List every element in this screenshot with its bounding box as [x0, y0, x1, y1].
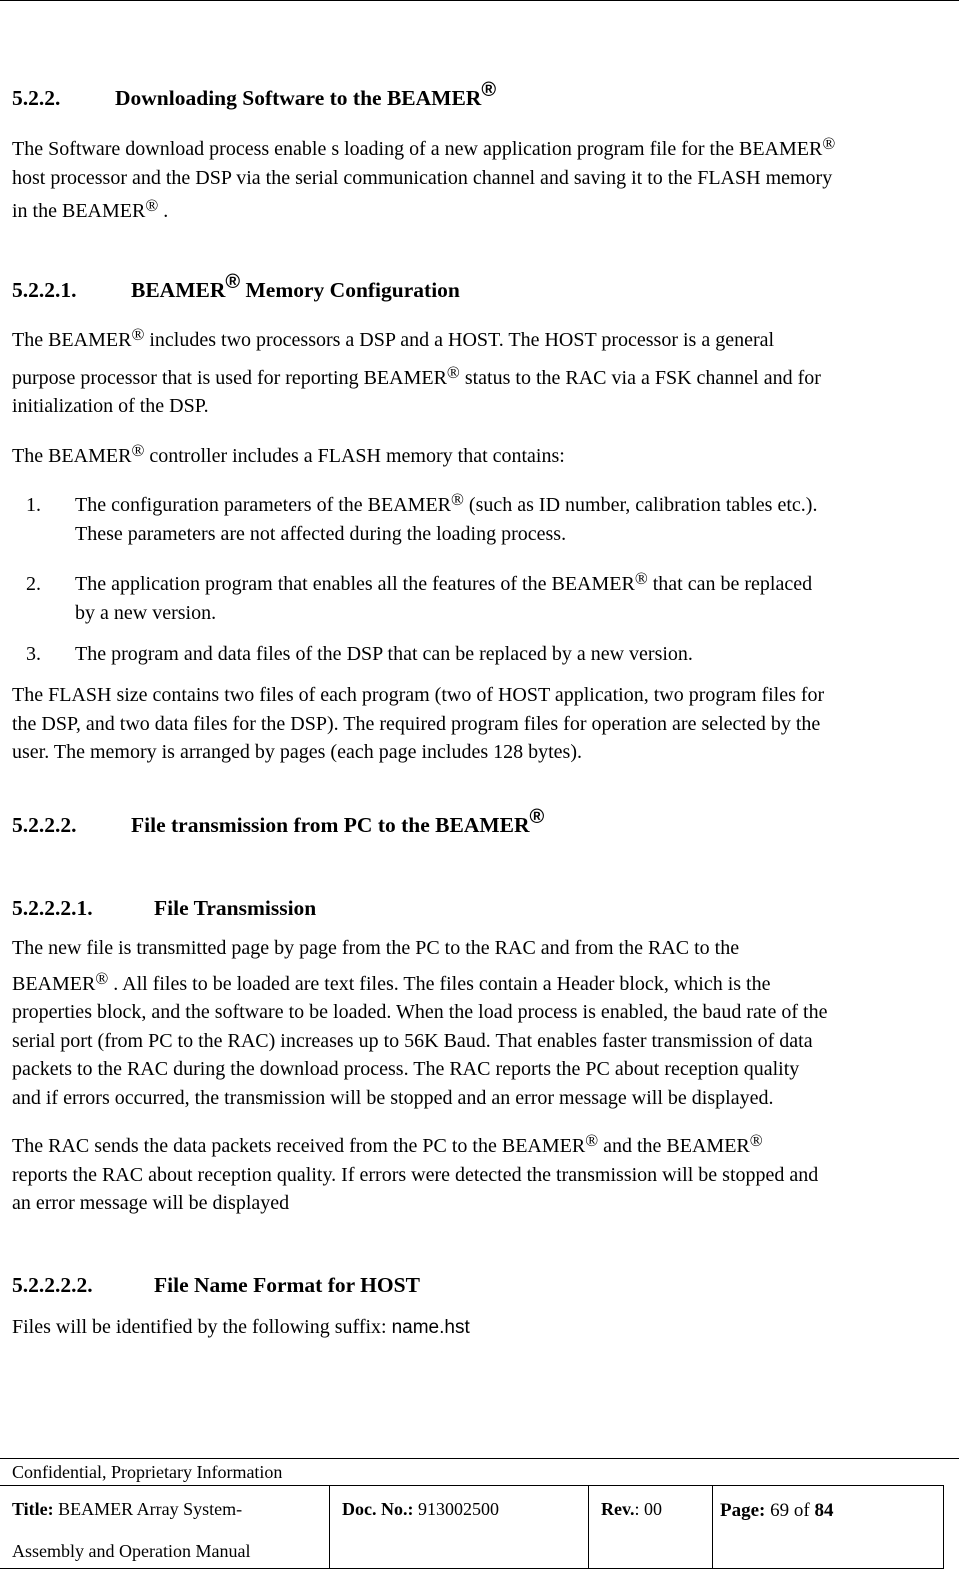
footer-page-cell [713, 1486, 943, 1568]
text-line: controller includes a FLASH memory that contains: [144, 445, 565, 467]
list-number: 1. [26, 494, 41, 516]
registered-mark: ® [446, 362, 460, 382]
paragraph-file-transmission [12, 934, 954, 1112]
registered-mark: ® [822, 134, 836, 153]
doc-number: 913002500 [413, 1499, 499, 1519]
registered-mark: ® [585, 1131, 599, 1150]
footer-rule [0, 1458, 959, 1459]
confidential-notice: Confidential, Proprietary Information [12, 1462, 283, 1482]
text-line: purpose processor that is used for reporting BEAMER [12, 366, 447, 389]
paragraph-file-suffix [12, 1313, 954, 1343]
text-line: These parameters are not affected during the loading process. [75, 522, 567, 545]
text-line: The Software download process enable s loading of a new application program file for the BEAMER [12, 138, 823, 160]
footer-title-cell [0, 1486, 330, 1568]
text-line: in the BEAMER [12, 200, 146, 222]
title-value-line2: Assembly and Operation Manual [12, 1541, 251, 1561]
registered-mark: ® [481, 79, 497, 101]
heading-title: BEAMER [131, 278, 226, 302]
text-line: and if errors occurred, the transmission will be stopped and an error message will be displayed. [12, 1086, 774, 1109]
text-line: Files will be identified by the following suffix: [12, 1316, 392, 1338]
rev-label: Rev. [601, 1499, 635, 1519]
text-line: user. The memory is arranged by pages (each page includes 128 bytes). [12, 741, 582, 763]
title-label: Title: [12, 1499, 54, 1519]
text-line: The application program that enables all the features of the BEAMER [75, 573, 635, 595]
heading-title-suffix: Memory Configuration [240, 278, 460, 302]
title-value: BEAMER Array System- [53, 1499, 243, 1519]
text-line: packets to the RAC during the download process. The RAC reports the PC about reception quality [12, 1058, 800, 1080]
heading-number: 5.2.2.2. [12, 813, 77, 837]
text-line: by a new version. [75, 601, 217, 624]
page-label: Page: [720, 1500, 766, 1521]
text-line: includes two processors a DSP and a HOST. The HOST processor is a general [144, 329, 775, 351]
registered-mark: ® [95, 968, 109, 988]
heading-number: 5.2.2. [12, 86, 61, 110]
paragraph-rac-sends [12, 1132, 954, 1218]
page-total: 84 [814, 1500, 834, 1521]
text-line: (such as ID number, calibration tables etc.). [463, 494, 818, 516]
text-line: . All files to be loaded are text files. The files contain a Header block, which is the [108, 972, 771, 995]
text-line: BEAMER [12, 972, 96, 995]
heading-title: Downloading Software to the BEAMER [115, 86, 482, 110]
text-line: status to the RAC via a FSK channel and for [459, 366, 821, 389]
text-line: . [158, 200, 169, 222]
heading-title: File Name Format for HOST [154, 1273, 420, 1297]
text-line: The configuration parameters of the BEAMER [75, 494, 451, 516]
registered-mark: ® [749, 1131, 763, 1150]
list-number: 2. [26, 573, 41, 595]
heading-5-2-2 [12, 79, 954, 112]
paragraph-flash-contents [12, 442, 954, 471]
registered-mark: ® [131, 441, 145, 460]
text-line: The FLASH size contains two files of each program (two of HOST application, two program files for [12, 684, 825, 706]
file-suffix: name.hst [391, 1317, 470, 1338]
text-line: and the BEAMER [598, 1135, 750, 1157]
registered-mark: ® [145, 196, 159, 215]
heading-number: 5.2.2.2.1. [12, 896, 93, 920]
registered-mark: ® [634, 569, 648, 588]
footer-rev-cell [589, 1486, 713, 1568]
text-line: serial port (from PC to the RAC) increases up to 56K Baud. That enables faster transmission of data [12, 1029, 813, 1052]
page-of: of [789, 1500, 815, 1521]
text-line: that can be replaced [647, 573, 813, 595]
heading-5-2-2-2-1 [12, 894, 954, 922]
text-line: host processor and the DSP via the serial communication channel and saving it to the FLASH memory [12, 166, 833, 189]
rev-value: : 00 [634, 1499, 663, 1519]
footer-doc-cell [330, 1486, 589, 1568]
paragraph-download-intro [12, 135, 954, 226]
heading-number: 5.2.2.2.2. [12, 1273, 93, 1297]
heading-5-2-2-2 [12, 806, 954, 839]
text-line: properties block, and the software to be loaded. When the load process is enabled, the baud rate of the [12, 1001, 828, 1023]
registered-mark: ® [225, 271, 241, 293]
footer-table [0, 1485, 944, 1569]
text-line: the DSP, and two data files for the DSP). The required program files for operation are selected by the [12, 712, 821, 735]
doc-label: Doc. No.: [342, 1499, 414, 1519]
registered-mark: ® [529, 806, 545, 828]
text-line: The BEAMER [12, 445, 132, 467]
text-line: reports the RAC about reception quality. If errors were detected the transmission will be stopped and [12, 1163, 819, 1186]
text-line: The program and data files of the DSP that can be replaced by a new version. [75, 643, 693, 665]
heading-5-2-2-1 [12, 271, 954, 304]
text-line: The BEAMER [12, 329, 132, 351]
text-line: initialization of the DSP. [12, 395, 209, 417]
heading-title: File Transmission [154, 896, 317, 920]
page-number: 69 [765, 1500, 790, 1521]
registered-mark: ® [451, 490, 464, 509]
top-rule [0, 0, 959, 1]
heading-number: 5.2.2.1. [12, 278, 77, 302]
registered-mark: ® [131, 325, 145, 344]
text-line: The new file is transmitted page by page from the PC to the RAC and from the RAC to the [12, 937, 740, 959]
paragraph-memory-config [12, 326, 954, 421]
paragraph-flash-size [12, 681, 954, 767]
text-line: The RAC sends the data packets received from the PC to the BEAMER [12, 1135, 586, 1157]
heading-5-2-2-2-2 [12, 1271, 954, 1299]
text-line: an error message will be displayed [12, 1192, 290, 1214]
list-number: 3. [26, 643, 41, 665]
heading-title: File transmission from PC to the BEAMER [131, 813, 530, 837]
